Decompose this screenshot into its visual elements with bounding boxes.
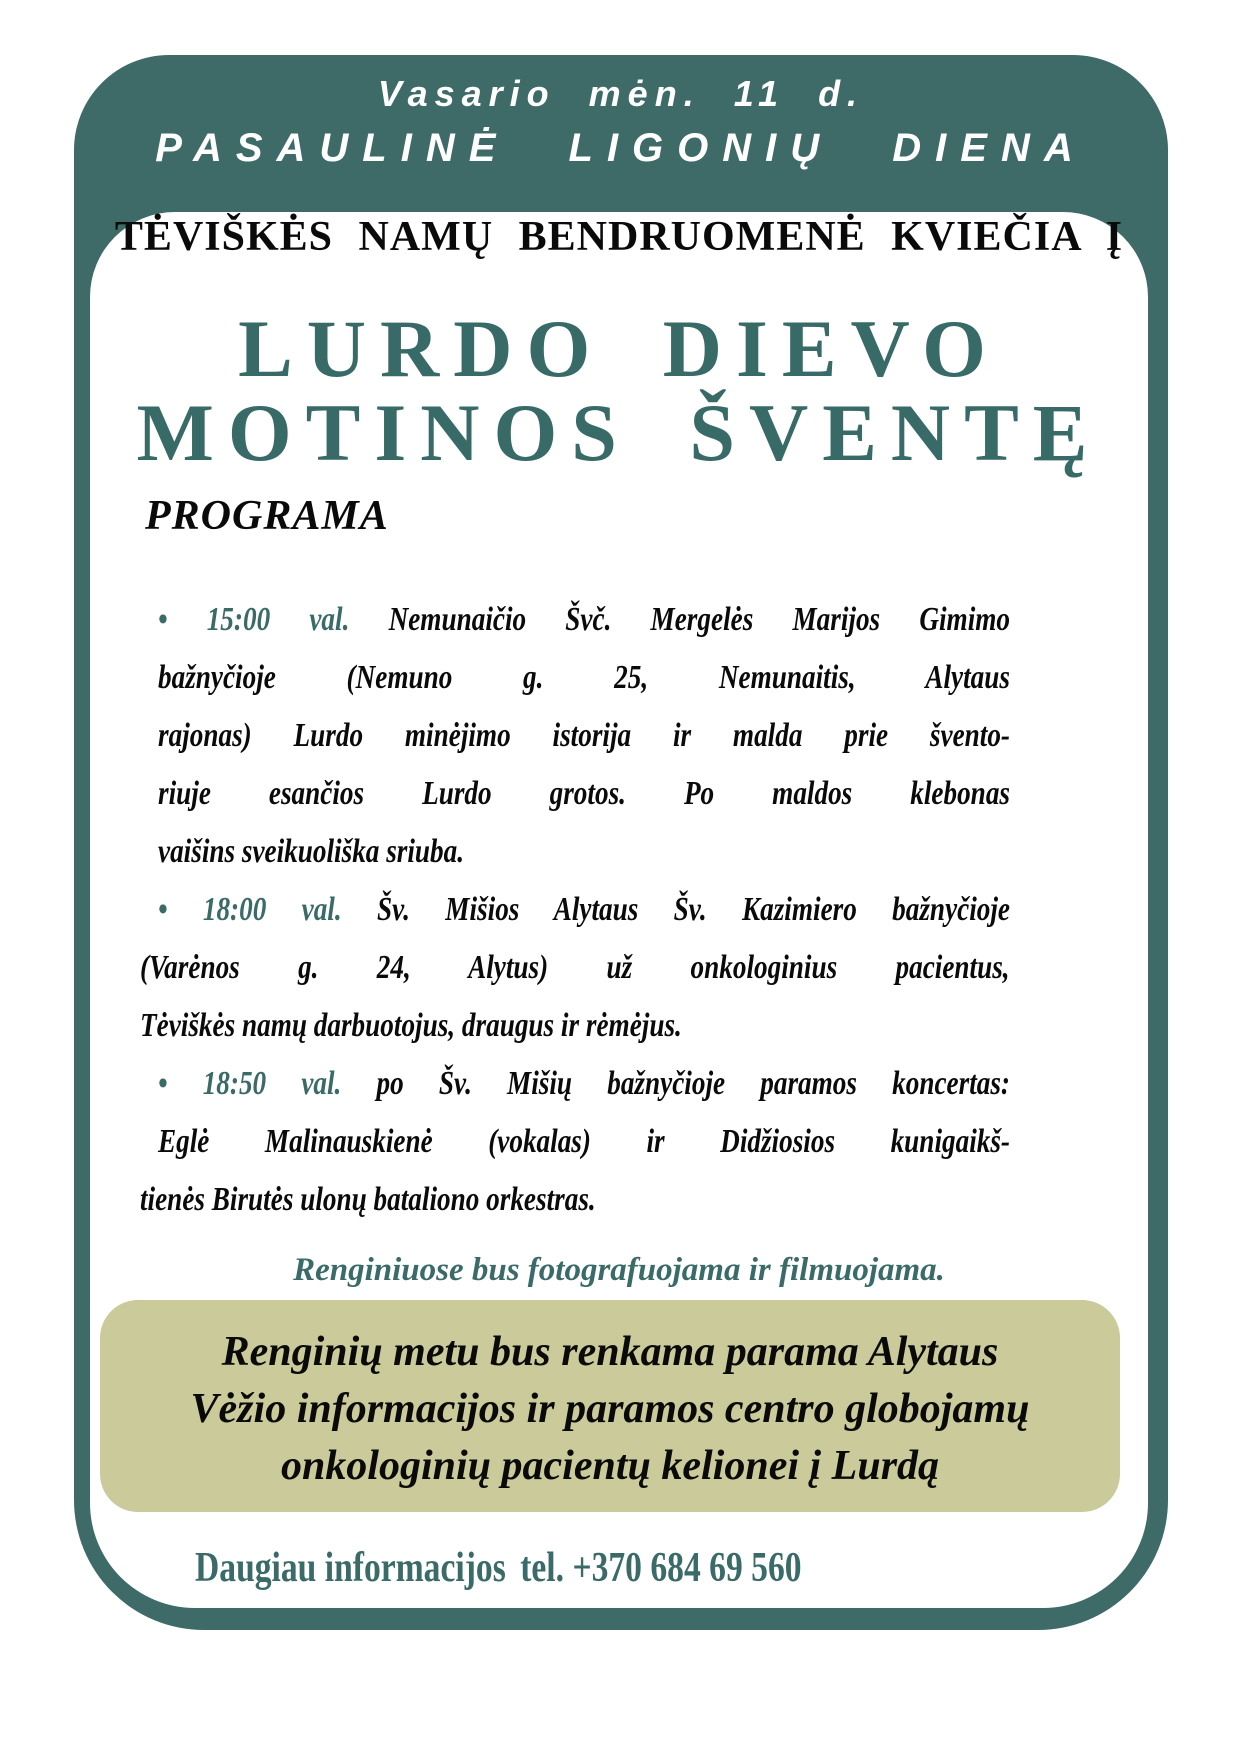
- program-line: [158, 649, 1010, 707]
- program-line: [158, 1113, 1010, 1171]
- banner-world-sick-day: PASAULINĖ LIGONIŲ DIENA: [155, 126, 1087, 170]
- support-line3: onkologinių pacientų kelionei į Lurdą: [280, 1443, 940, 1489]
- program-heading: PROGRAMA: [145, 493, 389, 539]
- program-text: tienės Birutės ulonų bataliono orkestras.: [140, 1181, 596, 1218]
- footer-phone: tel. +370 684 69 560: [520, 1545, 802, 1591]
- program-line: [140, 939, 1010, 997]
- program-line: [140, 997, 836, 1055]
- support-line2: Vėžio informacijos ir paramos centro globojamų: [190, 1386, 1030, 1432]
- program-line: [158, 765, 1010, 823]
- time-marker: • 18:50 val.: [158, 1065, 342, 1102]
- event-title-line1: LURDO DIEVO: [238, 303, 1000, 394]
- content-panel: [90, 212, 1148, 1608]
- poster-frame: [74, 55, 1168, 1630]
- program-text: rajonas) Lurdo minėjimo istorija ir malda prie švento-: [158, 717, 1010, 754]
- banner: [74, 71, 1168, 179]
- program-text: Eglė Malinauskienė (vokalas) ir Didžiosios kunigaikš-: [158, 1123, 1010, 1160]
- event-title: [90, 303, 1148, 478]
- program-line: [158, 1055, 1010, 1113]
- time-marker: • 15:00 val.: [158, 601, 350, 638]
- support-line1: Renginių metu bus renkama parama Alytaus: [221, 1329, 999, 1375]
- program-line: [140, 1171, 836, 1229]
- program-text: po Šv. Mišių bažnyčioje paramos koncertas:: [341, 1065, 1011, 1102]
- program-text: bažnyčioje (Nemuno g. 25, Nemunaitis, Alytaus: [158, 659, 1010, 696]
- time-marker: • 18:00 val.: [158, 891, 342, 928]
- media-notice: Renginiuose bus fotografuojama ir filmuojama.: [293, 1252, 945, 1288]
- support-box: [100, 1300, 1120, 1512]
- invite-line: TĖVIŠKĖS NAMŲ BENDRUOMENĖ KVIEČIA Į: [114, 214, 1124, 260]
- program-text: Šv. Mišios Alytaus Šv. Kazimiero bažnyčioje: [341, 891, 1011, 928]
- program-text: vaišins sveikuoliška sriuba.: [158, 833, 465, 870]
- footer-contact: [195, 1545, 802, 1591]
- program-line: [158, 591, 1010, 649]
- program-line: [158, 707, 1010, 765]
- event-title-line2: MOTINOS ŠVENTĘ: [136, 387, 1102, 478]
- program-line: [158, 881, 1010, 939]
- footer-label: Daugiau informacijos: [195, 1545, 506, 1591]
- program-line: [158, 823, 840, 881]
- program-text: Tėviškės namų darbuotojus, draugus ir rėmėjus.: [140, 1007, 682, 1044]
- program-list: [140, 591, 1010, 1229]
- program-text: Nemunaičio Švč. Mergelės Marijos Gimimo: [349, 601, 1011, 638]
- banner-date: Vasario mėn. 11 d.: [377, 73, 865, 114]
- program-text: riuje esančios Lurdo grotos. Po maldos klebonas: [158, 775, 1010, 812]
- program-text: (Varėnos g. 24, Alytus) už onkologinius pacientus,: [140, 949, 1010, 986]
